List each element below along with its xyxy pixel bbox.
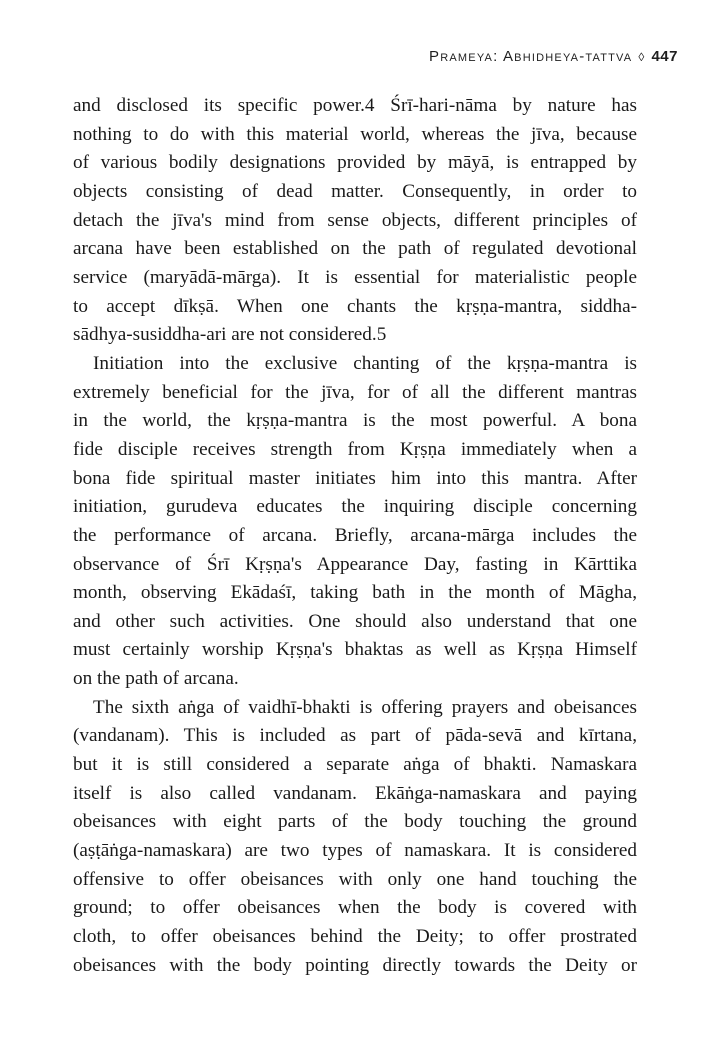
text-line: offensive to offer obeisances with only one hand touching the <box>73 868 637 890</box>
section-title: Prameya: Abhidheya-tattva <box>429 48 633 65</box>
page-number: 447 <box>651 48 678 65</box>
text-line: obeisances with eight parts of the body touching the ground <box>73 811 637 833</box>
text-line: fide disciple receives strength from Kṛṣṇa immediately when a <box>73 438 637 460</box>
text-line: (vandanam). This is included as part of pāda-sevā and kīrtana, <box>73 725 637 747</box>
text-line: must certainly worship Kṛṣṇa's bhaktas as well as Kṛṣṇa Himself <box>73 639 637 661</box>
text-line: in the world, the kṛṣṇa-mantra is the most powerful. A bona <box>73 410 637 432</box>
text-line: ground; to offer obeisances when the body is covered with <box>73 897 637 919</box>
diamond-separator-icon: ◊ <box>638 50 646 64</box>
running-head <box>429 48 678 65</box>
text-line: detach the jīva's mind from sense objects, different principles of <box>73 209 637 231</box>
text-line: and disclosed its specific power.4 Śrī-hari-nāma by nature has <box>73 95 637 116</box>
text-line: observance of Śrī Kṛṣṇa's Appearance Day, fasting in Kārttika <box>73 553 637 575</box>
text-line: objects consisting of dead matter. Consequently, in order to <box>73 180 637 202</box>
text-line: (aṣṭāṅga-namaskara) are two types of namaskara. It is considered <box>73 840 637 862</box>
text-line: initiation, gurudeva educates the inquiring disciple concerning <box>73 496 637 518</box>
text-line: bona fide spiritual master initiates him into this mantra. After <box>73 467 637 489</box>
paragraph-3 <box>73 694 637 981</box>
body-text <box>73 92 637 980</box>
text-line: Initiation into the exclusive chanting of the kṛṣṇa-mantra is <box>93 352 637 374</box>
text-line: arcana have been established on the path of regulated devotional <box>73 238 637 260</box>
paragraph-1 <box>73 92 637 350</box>
text-line: to accept dīkṣā. When one chants the kṛṣṇa-mantra, siddha- <box>73 295 637 317</box>
text-line: and other such activities. One should also understand that one <box>73 610 637 632</box>
text-line: cloth, to offer obeisances behind the Deity; to offer prostrated <box>73 926 637 948</box>
text-line: obeisances with the body pointing directly towards the Deity or <box>73 954 637 976</box>
text-line: on the path of arcana. <box>73 668 239 690</box>
text-line: The sixth aṅga of vaidhī-bhakti is offering prayers and obeisances <box>93 696 637 718</box>
text-line: but it is still considered a separate aṅga of bhakti. Namaskara <box>73 754 637 776</box>
text-line: itself is also called vandanam. Ekāṅga-namaskara and paying <box>73 782 637 804</box>
text-line: nothing to do with this material world, whereas the jīva, because <box>73 123 637 145</box>
text-line: extremely beneficial for the jīva, for of all the different mantras <box>73 381 637 403</box>
text-line: month, observing Ekādaśī, taking bath in the month of Māgha, <box>73 582 637 604</box>
text-line: service (maryādā-mārga). It is essential for materialistic people <box>73 266 637 288</box>
text-line: the performance of arcana. Briefly, arcana-mārga includes the <box>73 524 637 546</box>
text-line: sādhya-susiddha-ari are not considered.5 <box>73 324 387 346</box>
paragraph-2 <box>73 350 637 694</box>
text-line: of various bodily designations provided by māyā, is entrapped by <box>73 152 637 174</box>
